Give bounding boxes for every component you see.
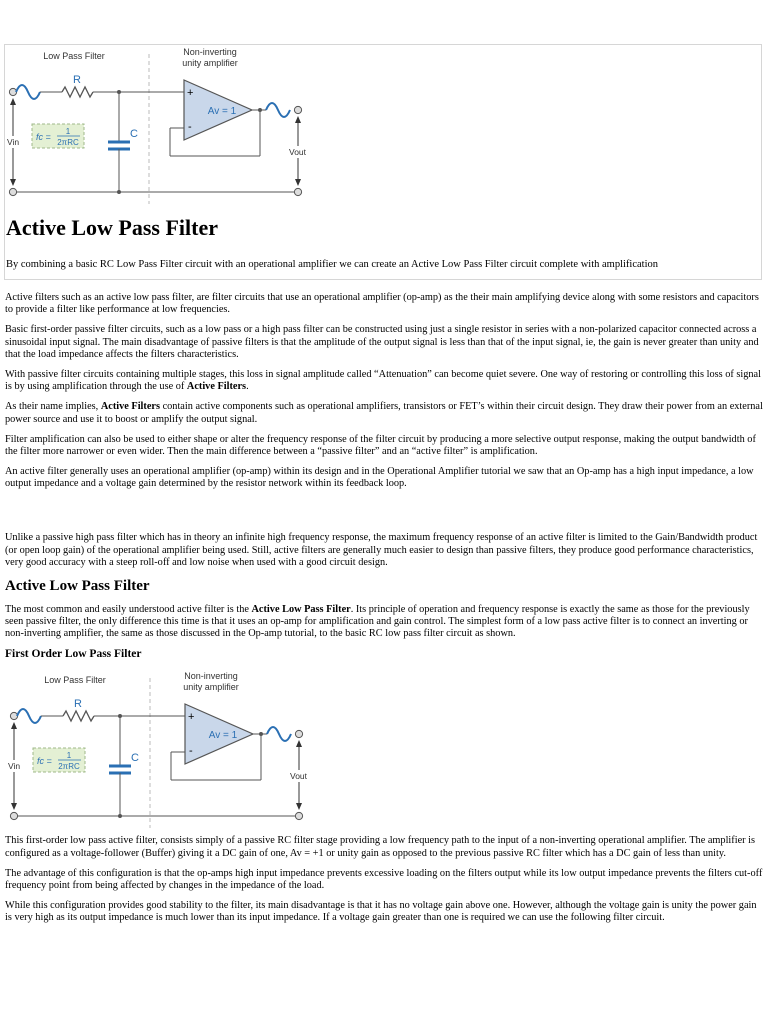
resistor-r bbox=[63, 711, 94, 721]
vout-arrow-head-top bbox=[295, 116, 301, 123]
circuit-diagram-second bbox=[5, 668, 317, 833]
paragraph: Unlike a passive high pass filter which has in theory an infinite high frequency response, the maximum frequency response of an active filter is limited to the Gain/Bandwidth product (or open loop gain) of the operational amplifier being used. Still, active filters are generally much easier to design than passive filters, they produce good performance characteristics, very good accuracy with a steep roll-off and low noise when used with a good circuit design. bbox=[5, 532, 758, 569]
noninv-label-line1: Non-inverting bbox=[184, 671, 238, 682]
low-pass-label: Low Pass Filter bbox=[44, 675, 106, 686]
formula-numerator: 1 bbox=[65, 127, 71, 136]
paragraph: Filter amplification can also be used to either shape or alter the frequency response of the filter circuit by producing a more selective output response, making the output bandwidth of the filter more narrower or even wider. Then the main difference between a “passive filter” and an “active filter” is amplification. bbox=[5, 433, 756, 458]
input-wave bbox=[17, 709, 41, 723]
vin-label: Vin bbox=[7, 137, 20, 147]
formula-denominator: 2πRC bbox=[57, 138, 79, 147]
spacer bbox=[5, 498, 763, 532]
opamp-minus: - bbox=[188, 121, 192, 133]
text-run: contain active components such as operational amplifiers, transistors or FET’s within their circuit design. They draw their power from an external power source and use it to boost or amplify the output signal. bbox=[5, 401, 763, 425]
output-wave bbox=[267, 727, 291, 741]
vout-arrow-head-bottom bbox=[295, 179, 301, 186]
resistor-label: R bbox=[74, 698, 82, 711]
text-run: The most common and easily understood active filter is the bbox=[5, 603, 252, 615]
resistor-r bbox=[62, 87, 93, 97]
page-title: Active Low Pass Filter bbox=[6, 215, 218, 240]
bold-term: Active Low Pass Filter bbox=[251, 603, 351, 615]
opamp-gain-label: Av = 1 bbox=[208, 730, 238, 742]
paragraph: Basic first-order passive filter circuits, such as a low pass or a high pass filter can be constructed using just a single resistor in series with a non-polarized capacitor connected across a sinusoidal input signal. The main disadvantage of passive filters is that the amplitude of the output signal is less than that of the input signal, ie, the gain is never greater than unity and that the load impedance affects the filters characteristics. bbox=[5, 324, 759, 361]
vin-arrow-head-top bbox=[10, 98, 16, 105]
noninv-label-line2: unity amplifier bbox=[183, 682, 239, 693]
ground-terminal-left bbox=[9, 188, 16, 195]
text-run: . bbox=[246, 381, 249, 393]
formula-fc: fc = bbox=[37, 756, 52, 767]
low-pass-filter-schematic bbox=[4, 44, 316, 204]
lead-text: By combining a basic RC Low Pass Filter circuit with an operational amplifier we can create an Active Low Pass Filter circuit complete with amplification bbox=[6, 259, 658, 270]
input-terminal bbox=[10, 713, 17, 720]
input-terminal bbox=[9, 88, 16, 95]
vin-arrow-head-top bbox=[11, 722, 17, 729]
vout-arrow-head-bottom bbox=[296, 803, 302, 810]
circuit-diagram-top bbox=[4, 44, 316, 209]
paragraph bbox=[5, 604, 763, 641]
opamp-minus: - bbox=[189, 745, 193, 758]
section-title: Active Low Pass Filter bbox=[5, 577, 150, 594]
noninv-label-line1: Non-inverting bbox=[183, 47, 237, 57]
opamp-plus: + bbox=[188, 711, 195, 724]
vout-label: Vout bbox=[290, 771, 308, 782]
vin-label: Vin bbox=[8, 761, 21, 772]
low-pass-label: Low Pass Filter bbox=[43, 51, 105, 61]
noninv-label-line2: unity amplifier bbox=[182, 58, 238, 68]
vin-arrow-head-bottom bbox=[10, 179, 16, 186]
paragraph: While this configuration provides good stability to the filter, its main disadvantage is that it has no voltage gain above one. However, although the voltage gain is unity the power gain is very high as its output impedance is much lower than its input impedance. If a voltage gain greater than one is required we can use the following filter circuit. bbox=[5, 899, 757, 924]
formula-numerator: 1 bbox=[66, 751, 72, 761]
paragraph bbox=[5, 369, 763, 394]
opamp-gain-label: Av = 1 bbox=[207, 106, 237, 117]
capacitor-label: C bbox=[131, 752, 139, 765]
paragraph: The advantage of this configuration is that the op-amps high input impedance prevents excessive loading on the filters output while its low output impedance prevents the filters cut-off frequency point from being affected by changes in the impedance of the load. bbox=[5, 867, 763, 891]
ground-terminal-right bbox=[294, 188, 301, 195]
vout-arrow-head-top bbox=[296, 740, 302, 747]
capacitor-label: C bbox=[130, 128, 138, 140]
output-terminal bbox=[295, 731, 302, 738]
formula-denominator: 2πRC bbox=[58, 762, 80, 772]
paragraph: An active filter generally uses an operational amplifier (op-amp) within its design and in the Operational Amplifier tutorial we saw that an Op-amp has a high input impedance, a low output impedance and a voltage gain determined by the resistor network within its feedback loop. bbox=[5, 465, 754, 490]
subsection-title: First Order Low Pass Filter bbox=[5, 648, 142, 661]
input-wave bbox=[16, 85, 40, 99]
ground-terminal-left bbox=[10, 813, 17, 820]
paragraph: This first-order low pass active filter, consists simply of a passive RC filter stage providing a low frequency path to the input of a non-inverting operational amplifier. The amplifier is configured as a voltage-follower (Buffer) giving it a DC gain of one, Av = +1 or unity gain as opposed to the previous passive RC filter which has a DC gain of less than unity. bbox=[5, 835, 756, 859]
paragraph bbox=[5, 401, 763, 426]
bold-term: Active Filters bbox=[100, 401, 160, 413]
figure-container bbox=[5, 660, 763, 835]
text-run: With passive filter circuits containing multiple stages, this loss in signal amplitude called “Attenuation” can become quiet severe. One way of restoring or controlling this loss of signal is by using amplification through the use of bbox=[5, 369, 761, 393]
opamp-plus: + bbox=[187, 87, 194, 99]
vin-arrow-head-bottom bbox=[11, 803, 17, 810]
text-run: . Its principle of operation and frequency response is exactly the same as those for the previously seen passive filter, the only difference this time is that it uses an op-amp for amplification and gain control. The simplest form of a low pass active filter is to connect an inverting or non-inverting amplifier, the same as those discussed in the Op-amp tutorial, to the basic RC low pass filter circuit as shown. bbox=[5, 603, 750, 640]
resistor-label: R bbox=[73, 74, 81, 86]
ground-terminal-right bbox=[295, 813, 302, 820]
low-pass-filter-schematic bbox=[5, 668, 317, 828]
paragraph: Active filters such as an active low pass filter, are filter circuits that use an operational amplifier (op-amp) as the their main amplifying device along with some resistors and capacitors to provide a filter like performance at low frequencies. bbox=[5, 292, 759, 316]
text-run: As their name implies, bbox=[5, 401, 101, 413]
vout-label: Vout bbox=[289, 147, 307, 157]
article-body bbox=[5, 292, 763, 932]
output-terminal bbox=[294, 106, 301, 113]
bold-term: Active Filters bbox=[186, 381, 247, 393]
formula-fc: fc = bbox=[36, 132, 51, 142]
output-wave bbox=[266, 103, 290, 117]
